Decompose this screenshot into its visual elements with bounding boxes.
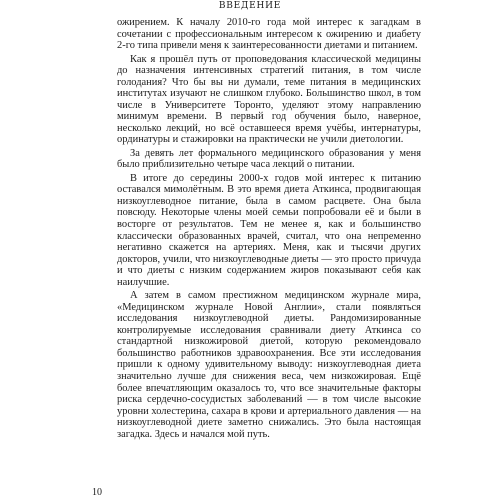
- paragraph-5: А затем в самом престижном медицинском журнале мира, «Медицинском журнале Новой Англии», стали появляться исследования низкоуглеводной диеты. Рандомизированные контролируемые исследования сравнивали диету Аткинса со стандартной низкожировой диетой, которую рекомендовало большинство работников здравоохранения. Все эти исследования пришли к одному удивительному выводу: низкоуглеводная диета значительно лучше для снижения веса, чем низкожировая. Ещё более впечатляющим оказалось то, что все значительные факторы риска сердечно-сосудистых заболеваний — в том числе высокие уровни холестерина, сахара в крови и артериального давления — на низкоуглеводной диете заметно снижались. Это была настоящая загадка. Здесь и начался мой путь.: [117, 290, 421, 440]
- paragraph-3: За девять лет формального медицинского образования у меня было приблизительно четыре часа лекций о питании.: [117, 147, 421, 171]
- body-text: [117, 17, 421, 442]
- page-number: 10: [92, 487, 102, 498]
- running-head: ВВЕДЕНИЕ: [218, 1, 282, 11]
- paragraph-1: ожирением. К началу 2010-го года мой интерес к загадкам в сочетании с профессиональным интересом к ожирению и диабету 2-го типа привели меня к заинтересованности диетами и питанием.: [117, 17, 421, 52]
- paragraph-2: Как я прошёл путь от проповедования классической медицины до назначения интенсивных стратегий питания, в том числе голодания? Что бы вы ни думали, теме питания в медицинских институтах изучают не слишком глубоко. Большинство школ, в том числе в Университете Торонто, уделяют этому направлению минимум времени. В первый год обучения было, наверное, несколько лекций, но всё оставшееся время учёбы, интернатуры, ординатуры и стажировки на практически не учили диетологии.: [117, 53, 421, 146]
- paragraph-4: В итоге до середины 2000-х годов мой интерес к питанию оставался мимолётным. В это время диета Аткинса, продвигающая низкоуглеводное питание, была в самом расцвете. Она была повсюду. Некоторые члены моей семьи попробовали её и были в восторге от результатов. Тем не менее я, как и большинство классически образованных врачей, считал, что она непременно негативно скажется на артериях. Меня, как и тысячи других докторов, учили, что низкоуглеводные диеты — это просто причуда и что диеты с низким содержанием жиров показывают себя как наилучшие.: [117, 172, 421, 288]
